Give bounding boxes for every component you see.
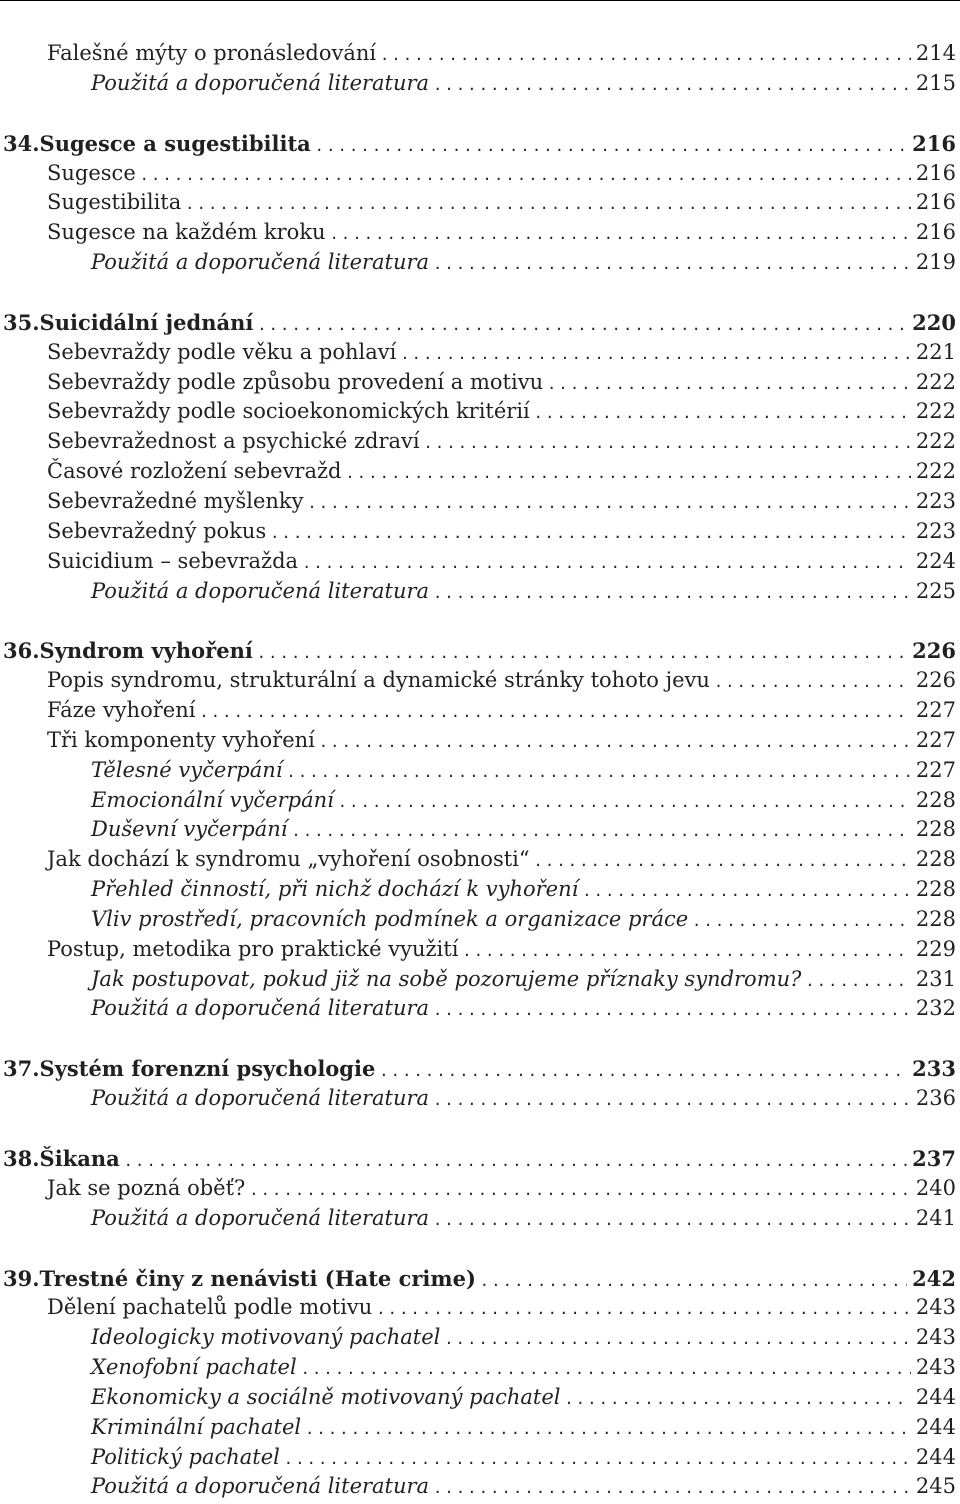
page-number: 216 [912,130,956,156]
entry-title: Jak postupovat, pokud již na sobě pozorujeme příznaky syndromu? [91,966,802,991]
dot-leader [433,1086,911,1116]
dot-leader [534,847,911,877]
entry-title: Sebevraždy podle věku a pohlaví [47,339,397,364]
page-number: 232 [915,996,956,1021]
toc-entry[interactable] [0,457,960,487]
dot-leader [305,1415,911,1445]
dot-leader [400,340,911,370]
entry-title: Použitá a doporučená literatura [91,1086,430,1111]
entry-title: Jak se pozná oběť? [47,1175,246,1200]
toc-entry[interactable] [0,1413,960,1443]
toc-chapter-heading[interactable] [0,308,960,338]
toc-entry[interactable] [0,1084,960,1114]
dot-leader [433,1206,911,1236]
section-gap [0,1024,960,1054]
page-number: 226 [912,638,956,664]
toc-entry[interactable] [0,845,960,875]
entry-title: Tři komponenty vyhoření [47,727,315,752]
page-number: 222 [915,399,956,424]
toc-entry[interactable] [0,69,960,99]
dot-leader [319,728,911,758]
entry-title: Použitá a doporučená literatura [91,996,430,1021]
page-number: 222 [915,429,956,454]
toc-entry[interactable] [0,726,960,756]
chapter-number: 39. [3,1265,40,1291]
chapter-number: 35. [3,309,40,335]
page-number: 227 [915,757,956,782]
entry-title: Politický pachatel [91,1444,280,1469]
entry-title: Sebevražednost a psychické zdraví [47,429,420,454]
dot-leader [805,967,911,997]
toc-chapter-heading[interactable] [0,129,960,159]
entry-title: Kriminální pachatel [91,1414,302,1439]
entry-title: Falešné mýty o pronásledování [47,41,377,65]
entry-title: Ideologicky motivovaný pachatel [91,1325,441,1350]
toc-chapter-heading[interactable] [0,1264,960,1294]
toc-entry[interactable] [0,905,960,935]
section-gap [0,1114,960,1144]
page-number: 228 [915,787,956,812]
chapter-number: 34. [3,130,40,156]
section-gap [0,1234,960,1264]
page-number: 223 [915,488,956,513]
top-rule [0,0,960,1]
page-number: 244 [915,1414,956,1439]
dot-leader [462,937,910,967]
entry-title: Použitá a doporučená literatura [91,578,430,603]
entry-title: Duševní vyčerpání [91,817,288,842]
chapter-title: Suicidální jednání [39,309,254,335]
page-number: 241 [915,1205,956,1230]
toc-entry[interactable] [0,39,960,69]
dot-leader [379,1057,907,1087]
entry-title: Suicidium – sebevražda [47,548,299,573]
entry-title: Tělesné vyčerpání [91,757,283,782]
dot-leader [433,71,911,101]
dot-leader [199,698,910,728]
toc-entry[interactable] [0,427,960,457]
dot-leader [315,132,907,162]
section-gap [0,99,960,129]
dot-leader [140,161,911,191]
chapter-number: 36. [3,638,40,664]
toc-entry[interactable] [0,159,960,189]
toc-entry[interactable] [0,397,960,427]
toc-entry[interactable] [0,666,960,696]
chapter-title: Syndrom vyhoření [39,638,253,664]
page-number: 237 [912,1146,956,1171]
dot-leader [424,429,911,459]
toc-chapter-heading[interactable] [0,1144,960,1174]
page-number: 221 [915,339,956,364]
chapter-title: Systém forenzní psychologie [39,1056,376,1082]
page-number: 243 [915,1325,956,1350]
page-number: 244 [915,1384,956,1409]
page-number: 243 [915,1295,956,1320]
page-number: 227 [915,698,956,723]
dot-leader [714,668,911,698]
dot-leader [257,639,907,669]
page-number: 226 [915,668,956,693]
section-gap [0,606,960,636]
dot-leader [270,519,911,549]
entry-title: Fáze vyhoření [47,698,196,723]
toc-entry[interactable] [0,756,960,786]
toc-entry[interactable] [0,188,960,218]
page-number: 231 [915,966,956,991]
toc-entry[interactable] [0,1174,960,1204]
page-number: 228 [915,847,956,872]
page-number: 245 [915,1474,956,1499]
entry-title: Sebevraždy podle socioekonomických kritérií [47,399,530,424]
dot-leader [380,41,911,71]
dot-leader [302,549,911,579]
entry-title: Sebevražedné myšlenky [47,488,304,513]
toc-entry[interactable] [0,1383,960,1413]
entry-title: Sugesce na každém kroku [47,220,326,245]
entry-title: Použitá a doporučená literatura [91,1205,430,1230]
entry-title: Sugestibilita [47,190,182,215]
toc-entry[interactable] [0,994,960,1024]
toc-entry[interactable] [0,696,960,726]
entry-title: Sebevraždy podle způsobu provedení a motivu [47,369,544,394]
toc-entry[interactable] [0,547,960,577]
toc-entry[interactable] [0,218,960,248]
dot-leader [376,1295,911,1325]
entry-title: Dělení pachatelů podle motivu [47,1295,373,1320]
page-number: 242 [912,1265,956,1291]
dot-leader [338,788,911,818]
toc-chapter-heading[interactable] [0,636,960,666]
table-of-contents [0,39,960,1502]
chapter-number: 38. [3,1146,40,1171]
toc-entry[interactable] [0,1353,960,1383]
chapter-title: Sugesce a sugestibilita [39,130,311,156]
chapter-title: Šikana [39,1146,120,1171]
dot-leader [292,817,911,847]
page-number: 228 [915,877,956,902]
dot-leader [433,996,911,1026]
page-number: 233 [912,1056,956,1082]
entry-title: Použitá a doporučená literatura [91,1474,430,1499]
page-number: 240 [915,1175,956,1200]
page-number: 236 [915,1086,956,1111]
dot-leader [301,1355,911,1385]
dot-leader [692,907,911,937]
page-number: 225 [915,578,956,603]
dot-leader [433,250,911,280]
dot-leader [185,190,911,220]
dot-leader [480,1267,907,1297]
toc-entry[interactable] [0,935,960,965]
page-number: 219 [915,250,956,275]
entry-title: Xenofobní pachatel [91,1355,297,1380]
dot-leader [565,1385,911,1415]
page-number: 227 [915,727,956,752]
page-number: 228 [915,817,956,842]
toc-entry[interactable] [0,815,960,845]
toc-entry[interactable] [0,338,960,368]
entry-title: Sugesce [47,160,136,185]
page-number: 216 [915,220,956,245]
page-number: 216 [915,160,956,185]
entry-title: Použitá a doporučená literatura [91,70,430,95]
dot-leader [284,1445,911,1475]
toc-entry[interactable] [0,1293,960,1323]
page-number: 243 [915,1355,956,1380]
dot-leader [249,1176,911,1206]
toc-entry[interactable] [0,368,960,398]
dot-leader [547,370,911,400]
toc-entry[interactable] [0,1323,960,1353]
page-number: 214 [915,41,956,65]
dot-leader [330,220,911,250]
chapter-number: 37. [3,1056,40,1082]
toc-entry[interactable] [0,965,960,995]
entry-title: Vliv prostředí, pracovních podmínek a organizace práce [91,906,689,931]
dot-leader [307,489,910,519]
toc-chapter-heading[interactable] [0,1054,960,1084]
page-number: 224 [915,548,956,573]
page-number: 229 [915,936,956,961]
page-number: 222 [915,369,956,394]
dot-leader [257,311,907,341]
dot-leader [534,399,911,429]
dot-leader [444,1325,911,1355]
toc-entry[interactable] [0,517,960,547]
entry-title: Jak dochází k syndromu „vyhoření osobnosti“ [47,847,530,872]
chapter-title: Trestné činy z nenávisti (Hate crime) [39,1265,476,1291]
dot-leader [346,459,911,489]
dot-leader [433,1474,911,1504]
page-number: 223 [915,518,956,543]
dot-leader [433,579,911,609]
toc-entry[interactable] [0,248,960,278]
entry-title: Ekonomicky a sociálně motivovaný pachatel [91,1384,561,1409]
dot-leader [287,758,911,788]
entry-title: Sebevražedný pokus [47,518,267,543]
toc-entry[interactable] [0,577,960,607]
toc-entry[interactable] [0,487,960,517]
toc-entry[interactable] [0,786,960,816]
toc-entry[interactable] [0,1443,960,1473]
dot-leader [582,877,911,907]
entry-title: Přehled činností, při nichž dochází k vyhoření [91,877,579,902]
page-number: 215 [915,70,956,95]
entry-title: Emocionální vyčerpání [91,787,334,812]
page-number: 220 [912,309,956,335]
page-number: 244 [915,1444,956,1469]
toc-entry[interactable] [0,1472,960,1502]
page-number: 222 [915,459,956,484]
page-number: 228 [915,906,956,931]
toc-entry[interactable] [0,875,960,905]
entry-title: Použitá a doporučená literatura [91,250,430,275]
page-number: 216 [915,190,956,215]
dot-leader [124,1147,907,1177]
entry-title: Popis syndromu, strukturální a dynamické stránky tohoto jevu [47,668,710,693]
section-gap [0,278,960,308]
entry-title: Postup, metodika pro praktické využití [47,936,459,961]
toc-entry[interactable] [0,1204,960,1234]
entry-title: Časové rozložení sebevražd [47,459,342,484]
